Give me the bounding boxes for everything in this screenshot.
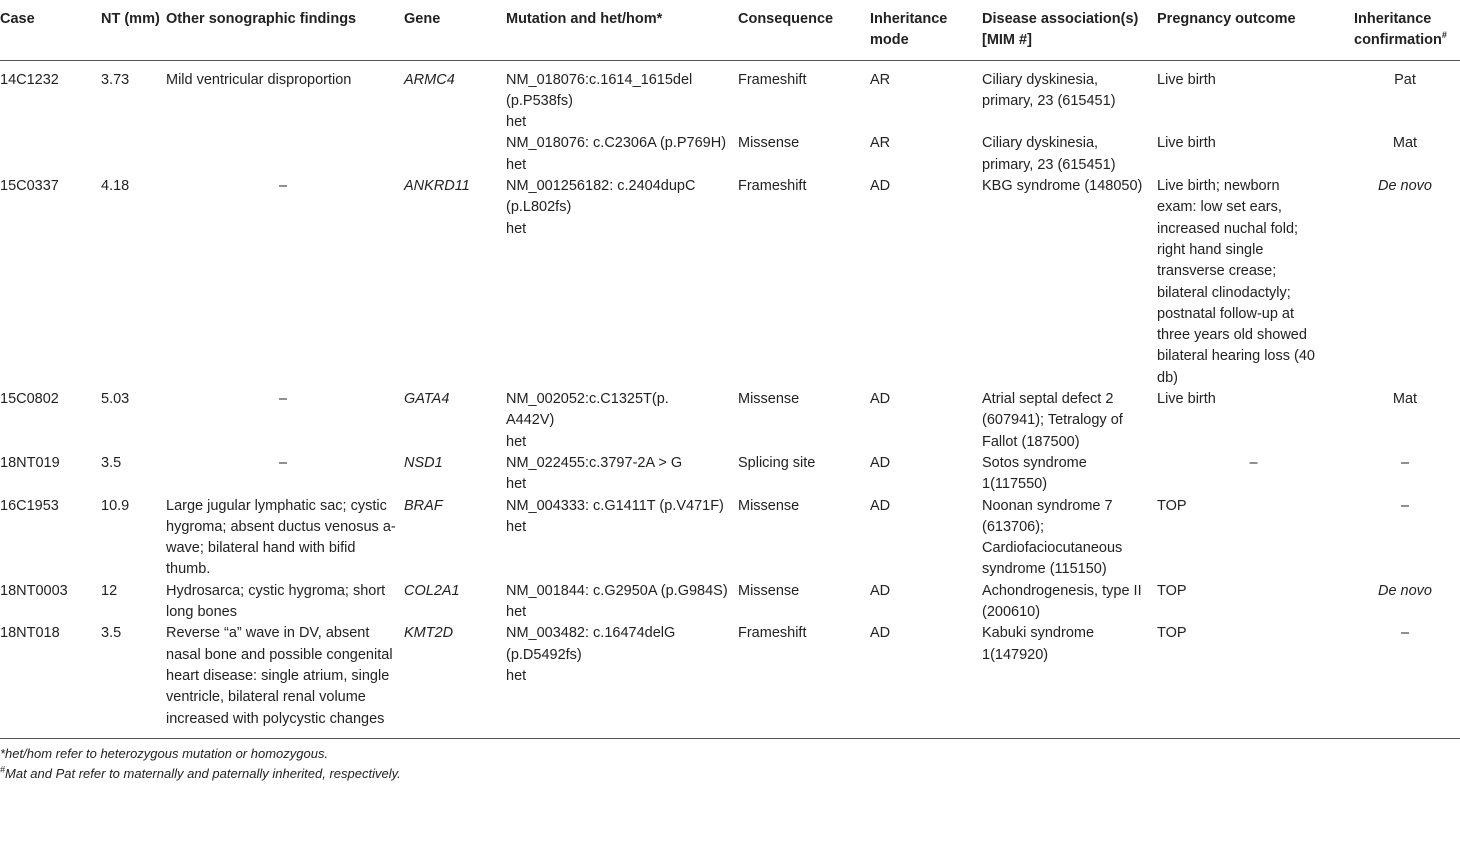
header-mutation: Mutation and het/hom*: [506, 0, 738, 60]
mutation-cell: [506, 133, 738, 176]
table-row: [0, 623, 1460, 738]
pregnancy-outcome-cell: Live birth: [1157, 391, 1216, 408]
inheritance-mode-cell: AD: [870, 623, 982, 738]
consequence-cell: Missense: [738, 135, 800, 152]
zygosity: het: [506, 518, 527, 535]
confirmation-cell: –: [1400, 454, 1410, 471]
inheritance-mode-cell: AR: [870, 135, 891, 152]
gene-cell: GATA4: [404, 391, 450, 408]
zygosity: het: [506, 114, 527, 131]
confirmation-cell: De novo: [1377, 178, 1432, 195]
consequence-cell: Missense: [738, 391, 800, 408]
mutation-cell: [506, 389, 738, 453]
mutation-text: NM_002052:c.C1325T(p. A442V): [506, 391, 669, 429]
zygosity: het: [506, 604, 527, 621]
confirmation-cell: –: [1354, 623, 1460, 738]
disease-cell: Noonan syndrome 7 (613706); Cardiofaciocutaneous syndrome (115150): [982, 497, 1123, 578]
disease-cell: Ciliary dyskinesia, primary, 23 (615451): [982, 135, 1116, 173]
header-nt: NT (mm): [101, 0, 166, 60]
mutation-text: NM_004333: c.G1411T (p.V471F): [506, 497, 724, 514]
consequence-cell: Frameshift: [738, 623, 870, 738]
nt-cell: 4.18: [101, 178, 130, 195]
footnote-marker: #: [1441, 30, 1447, 41]
confirmation-cell: De novo: [1377, 582, 1432, 599]
table-row: [0, 581, 1460, 624]
consequence-cell: Missense: [738, 582, 800, 599]
table-row: [0, 453, 1460, 496]
consequence-cell: Missense: [738, 497, 800, 514]
other-findings-cell: –: [278, 391, 288, 408]
mutation-cell: [506, 581, 738, 624]
gene-cell: ANKRD11: [404, 178, 470, 195]
gene-cell: BRAF: [404, 497, 443, 514]
mutation-text: NM_022455:c.3797-2A > G: [506, 454, 683, 471]
case-cell: 15C0802: [0, 391, 59, 408]
disease-cell: KBG syndrome (148050): [982, 178, 1143, 195]
header-other-findings: Other sonographic findings: [166, 0, 404, 60]
confirmation-cell: –: [1400, 497, 1410, 514]
header-case: Case: [0, 0, 101, 60]
mutation-cell: [506, 176, 738, 389]
other-findings-cell: Mild ventricular disproportion: [166, 71, 352, 88]
header-disease: Disease association(s) [MIM #]: [982, 0, 1157, 60]
nt-cell: 10.9: [101, 497, 130, 514]
other-findings-cell: Reverse “a” wave in DV, absent nasal bone and possible congenital heart disease: single atrium, single ventricle, bilateral renal volume increased with polycystic changes: [166, 623, 404, 738]
inheritance-mode-cell: AD: [870, 454, 891, 471]
mutation-text: NM_018076: c.C2306A (p.P769H): [506, 135, 727, 152]
nt-cell: [101, 133, 166, 176]
confirmation-cell: Pat: [1394, 71, 1416, 88]
inheritance-mode-cell: AR: [870, 71, 891, 88]
header-consequence: Consequence: [738, 0, 870, 60]
case-cell: 16C1953: [0, 497, 59, 514]
nt-cell: 3.5: [101, 454, 122, 471]
nt-cell: 5.03: [101, 391, 130, 408]
case-cell: [0, 133, 101, 176]
disease-cell: Atrial septal defect 2 (607941); Tetralogy of Fallot (187500): [982, 391, 1123, 450]
other-findings-cell: Large jugular lymphatic sac; cystic hygroma; absent ductus venosus a-wave; bilateral hand with bifid thumb.: [166, 497, 396, 578]
footnote-marker: #: [0, 764, 6, 775]
mutation-cell: [506, 623, 738, 738]
nt-cell: 3.5: [101, 623, 166, 738]
disease-cell: Sotos syndrome 1(117550): [982, 454, 1087, 493]
pregnancy-outcome-cell: Live birth: [1157, 71, 1216, 88]
mutation-text: NM_001844: c.G2950A (p.G984S): [506, 582, 728, 599]
nt-cell: 12: [101, 582, 118, 599]
pregnancy-outcome-cell: Live birth: [1157, 135, 1216, 152]
nt-cell: 3.73: [101, 71, 130, 88]
mutation-text: NM_018076:c.1614_1615del (p.P538fs): [506, 71, 693, 109]
case-cell: 18NT018: [0, 623, 101, 738]
mutation-cell: [506, 453, 738, 496]
mutation-text: NM_003482: c.16474delG (p.D5492fs): [506, 625, 676, 663]
inheritance-mode-cell: AD: [870, 391, 891, 408]
inheritance-mode-cell: AD: [870, 497, 891, 514]
header-pregnancy-outcome: Pregnancy outcome: [1157, 0, 1354, 60]
disease-cell: Achondrogenesis, type II (200610): [982, 582, 1142, 621]
gene-cell: ARMC4: [404, 71, 455, 88]
header-inheritance-mode: Inheritance mode: [870, 0, 982, 60]
consequence-cell: Splicing site: [738, 454, 816, 471]
table-row: [0, 133, 1460, 176]
zygosity: het: [506, 476, 527, 493]
disease-cell: Kabuki syndrome 1(147920): [982, 623, 1157, 738]
table-row: [0, 496, 1460, 581]
other-findings-cell: [166, 133, 404, 176]
case-cell: 18NT0003: [0, 582, 68, 599]
zygosity: het: [506, 433, 527, 450]
mutation-cell: [506, 496, 738, 581]
other-findings-cell: Hydrosarca; cystic hygroma; short long bones: [166, 582, 386, 621]
consequence-cell: Frameshift: [738, 71, 807, 88]
case-cell: 15C0337: [0, 178, 59, 195]
zygosity: het: [506, 667, 527, 684]
footnote-het-hom: *het/hom refer to heterozygous mutation or homozygous.: [0, 745, 329, 761]
gene-cell: [404, 133, 506, 176]
pregnancy-outcome-cell: Live birth; newborn exam: low set ears, increased nuchal fold; right hand single transverse crease; bilateral clinodactyly; postnatal follow-up at three years old showed bilateral hearing loss (40 db): [1157, 178, 1315, 386]
pregnancy-outcome-cell: TOP: [1157, 497, 1187, 514]
confirmation-cell: Mat: [1392, 391, 1418, 408]
other-findings-cell: –: [278, 454, 288, 471]
consequence-cell: Frameshift: [738, 178, 807, 195]
gene-cell: KMT2D: [404, 623, 506, 738]
pregnancy-outcome-cell: –: [1249, 454, 1258, 471]
gene-cell: COL2A1: [404, 582, 460, 599]
header-inheritance-confirmation: Inheritance confirmation#: [1354, 0, 1460, 60]
case-cell: 14C1232: [0, 71, 59, 88]
pregnancy-outcome-cell: TOP: [1157, 582, 1187, 599]
zygosity: het: [506, 220, 527, 237]
table-footnotes: [0, 739, 1460, 784]
pregnancy-outcome-cell: TOP: [1157, 623, 1354, 738]
confirmation-cell: Mat: [1392, 135, 1418, 152]
case-cell: 18NT019: [0, 454, 60, 471]
header-row: [0, 0, 1460, 60]
other-findings-cell: –: [278, 178, 288, 195]
gene-cell: NSD1: [404, 454, 443, 471]
inheritance-mode-cell: AD: [870, 178, 891, 195]
disease-cell: Ciliary dyskinesia, primary, 23 (615451): [982, 71, 1116, 109]
zygosity: het: [506, 156, 527, 173]
table-row: [0, 176, 1460, 389]
mutation-cell: [506, 60, 738, 133]
inheritance-mode-cell: AD: [870, 582, 891, 599]
table-row: [0, 389, 1460, 453]
header-gene: Gene: [404, 0, 506, 60]
footnote-mat-pat: #Mat and Pat refer to maternally and paternally inherited, respectively.: [0, 764, 401, 781]
mutation-text: NM_001256182: c.2404dupC (p.L802fs): [506, 178, 696, 216]
table-row: [0, 60, 1460, 133]
